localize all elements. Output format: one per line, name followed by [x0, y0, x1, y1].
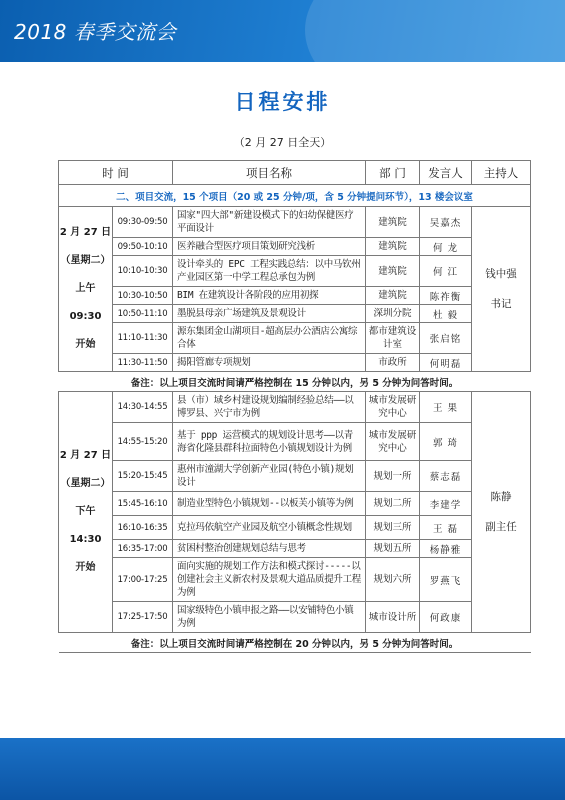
speaker-name: 陈祚衡	[420, 287, 472, 305]
session-note: 备注：以上项目交流时间请严格控制在 20 分钟以内，另 5 分钟为问答时间。	[59, 633, 531, 653]
department: 建筑院	[366, 256, 420, 287]
session-time: 09:30-09:50	[113, 207, 173, 238]
page-header	[0, 0, 565, 62]
column-header-host: 主持人	[472, 161, 531, 185]
table-row	[59, 516, 531, 540]
department: 建筑院	[366, 238, 420, 256]
project-name: 制造业型特色小镇规划--以板芙小镇等为例	[173, 492, 366, 516]
project-name: 克拉玛依航空产业园及航空小镇概念性规划	[173, 516, 366, 540]
session-date-line: （星期二）	[60, 255, 111, 266]
column-header-dept: 部 门	[366, 161, 420, 185]
session-date-cell	[59, 392, 113, 633]
table-row	[59, 207, 531, 238]
department: 规划一所	[366, 461, 420, 492]
table-header-row	[59, 161, 531, 185]
section-title-row	[59, 185, 531, 207]
session-time: 15:20-15:45	[113, 461, 173, 492]
table-row	[59, 558, 531, 602]
table-row	[59, 256, 531, 287]
host-cell	[472, 392, 531, 633]
table-row	[59, 423, 531, 461]
speaker-name: 何 龙	[420, 238, 472, 256]
project-name: 国家"四大部"新建设模式下的妇幼保健医疗平面设计	[173, 207, 366, 238]
session-date-line: 2 月 27 日	[59, 227, 112, 238]
department: 城市设计所	[366, 602, 420, 633]
project-name: 贫困村整治创建规划总结与思考	[173, 540, 366, 558]
project-name: 国家级特色小镇申报之路——以安铺特色小镇为例	[173, 602, 366, 633]
session-time: 17:25-17:50	[113, 602, 173, 633]
header-title: 2018 春季交流会	[14, 20, 177, 44]
host-line: 钱中强	[485, 268, 517, 280]
page-title: 日程安排	[234, 90, 331, 114]
project-name: 墨脱县母亲广场建筑及景观设计	[173, 305, 366, 323]
speaker-name: 何政康	[420, 602, 472, 633]
schedule-table	[58, 160, 531, 653]
column-header-name: 项目名称	[173, 161, 366, 185]
session-time: 16:35-17:00	[113, 540, 173, 558]
project-name: 设计牵头的 EPC 工程实践总结：以中马钦州产业园区第一中学工程总承包为例	[173, 256, 366, 287]
department: 市政所	[366, 354, 420, 372]
table-row	[59, 287, 531, 305]
table-row	[59, 461, 531, 492]
speaker-name: 王 磊	[420, 516, 472, 540]
table-row	[59, 354, 531, 372]
session-time: 09:50-10:10	[113, 238, 173, 256]
session-date-line: 下午 14:30	[69, 506, 102, 545]
project-name: BIM 在建筑设计各阶段的应用初探	[173, 287, 366, 305]
session-time: 17:00-17:25	[113, 558, 173, 602]
department: 规划二所	[366, 492, 420, 516]
note-row	[59, 372, 531, 392]
table-row	[59, 238, 531, 256]
table-row	[59, 305, 531, 323]
department: 深圳分院	[366, 305, 420, 323]
speaker-name: 吴嘉杰	[420, 207, 472, 238]
table-row	[59, 492, 531, 516]
host-cell	[472, 207, 531, 372]
column-header-time: 时 间	[59, 161, 173, 185]
session-note: 备注：以上项目交流时间请严格控制在 15 分钟以内，另 5 分钟为问答时间。	[59, 372, 531, 392]
session-time: 10:50-11:10	[113, 305, 173, 323]
department: 规划六所	[366, 558, 420, 602]
session-date-line: 2 月 27 日	[59, 450, 112, 461]
host-line: 书记	[490, 298, 512, 310]
speaker-name: 李建学	[420, 492, 472, 516]
session-time: 16:10-16:35	[113, 516, 173, 540]
session-date-line: （星期二）	[60, 478, 111, 489]
speaker-name: 王 果	[420, 392, 472, 423]
department: 建筑院	[366, 207, 420, 238]
session-date-cell	[59, 207, 113, 372]
session-date-line: 开始	[75, 339, 96, 350]
speaker-name: 杜 毅	[420, 305, 472, 323]
department: 城市发展研究中心	[366, 423, 420, 461]
project-name: 惠州市潼湖大学创新产业园(特色小镇)规划设计	[173, 461, 366, 492]
session-time: 10:10-10:30	[113, 256, 173, 287]
speaker-name: 蔡志磊	[420, 461, 472, 492]
speaker-name: 郭 琦	[420, 423, 472, 461]
note-row	[59, 633, 531, 653]
project-name: 县（市）域乡村建设规划编制经验总结——以博罗县、兴宁市为例	[173, 392, 366, 423]
session-time: 11:30-11:50	[113, 354, 173, 372]
host-line: 陈静	[490, 491, 512, 503]
table-row	[59, 602, 531, 633]
session-date-line: 上午 09:30	[69, 283, 102, 322]
department: 规划三所	[366, 516, 420, 540]
speaker-name: 杨静雅	[420, 540, 472, 558]
page-subtitle: （2 月 27 日全天）	[233, 136, 332, 149]
speaker-name: 何明磊	[420, 354, 472, 372]
table-row	[59, 392, 531, 423]
section-title: 二、项目交流，15 个项目（20 或 25 分钟/项，含 5 分钟提问环节），13 楼会议室	[59, 185, 531, 207]
session-time: 14:30-14:55	[113, 392, 173, 423]
session-time: 10:30-10:50	[113, 287, 173, 305]
project-name: 揭阳管廊专项规划	[173, 354, 366, 372]
session-time: 14:55-15:20	[113, 423, 173, 461]
project-name: 面向实施的规划工作方法和模式探讨-----以创建社会主义新农村及景观大道品质提升工程为例	[173, 558, 366, 602]
speaker-name: 罗燕飞	[420, 558, 472, 602]
speaker-name: 张启铭	[420, 323, 472, 354]
department: 都市建筑设计室	[366, 323, 420, 354]
table-row	[59, 540, 531, 558]
department: 规划五所	[366, 540, 420, 558]
session-date-line: 开始	[75, 562, 96, 573]
project-name: 基于 ppp 运营模式的规划设计思考——以青海省化隆县群科拉面特色小镇规划设计为例	[173, 423, 366, 461]
host-line: 副主任	[485, 521, 517, 533]
session-time: 11:10-11:30	[113, 323, 173, 354]
session-time: 15:45-16:10	[113, 492, 173, 516]
page-footer	[0, 738, 565, 800]
department: 城市发展研究中心	[366, 392, 420, 423]
department: 建筑院	[366, 287, 420, 305]
project-name: 医养融合型医疗项目策划研究浅析	[173, 238, 366, 256]
speaker-name: 何 江	[420, 256, 472, 287]
column-header-speaker: 发言人	[420, 161, 472, 185]
table-row	[59, 323, 531, 354]
project-name: 源东集团金山湖项目-超高层办公酒店公寓综合体	[173, 323, 366, 354]
